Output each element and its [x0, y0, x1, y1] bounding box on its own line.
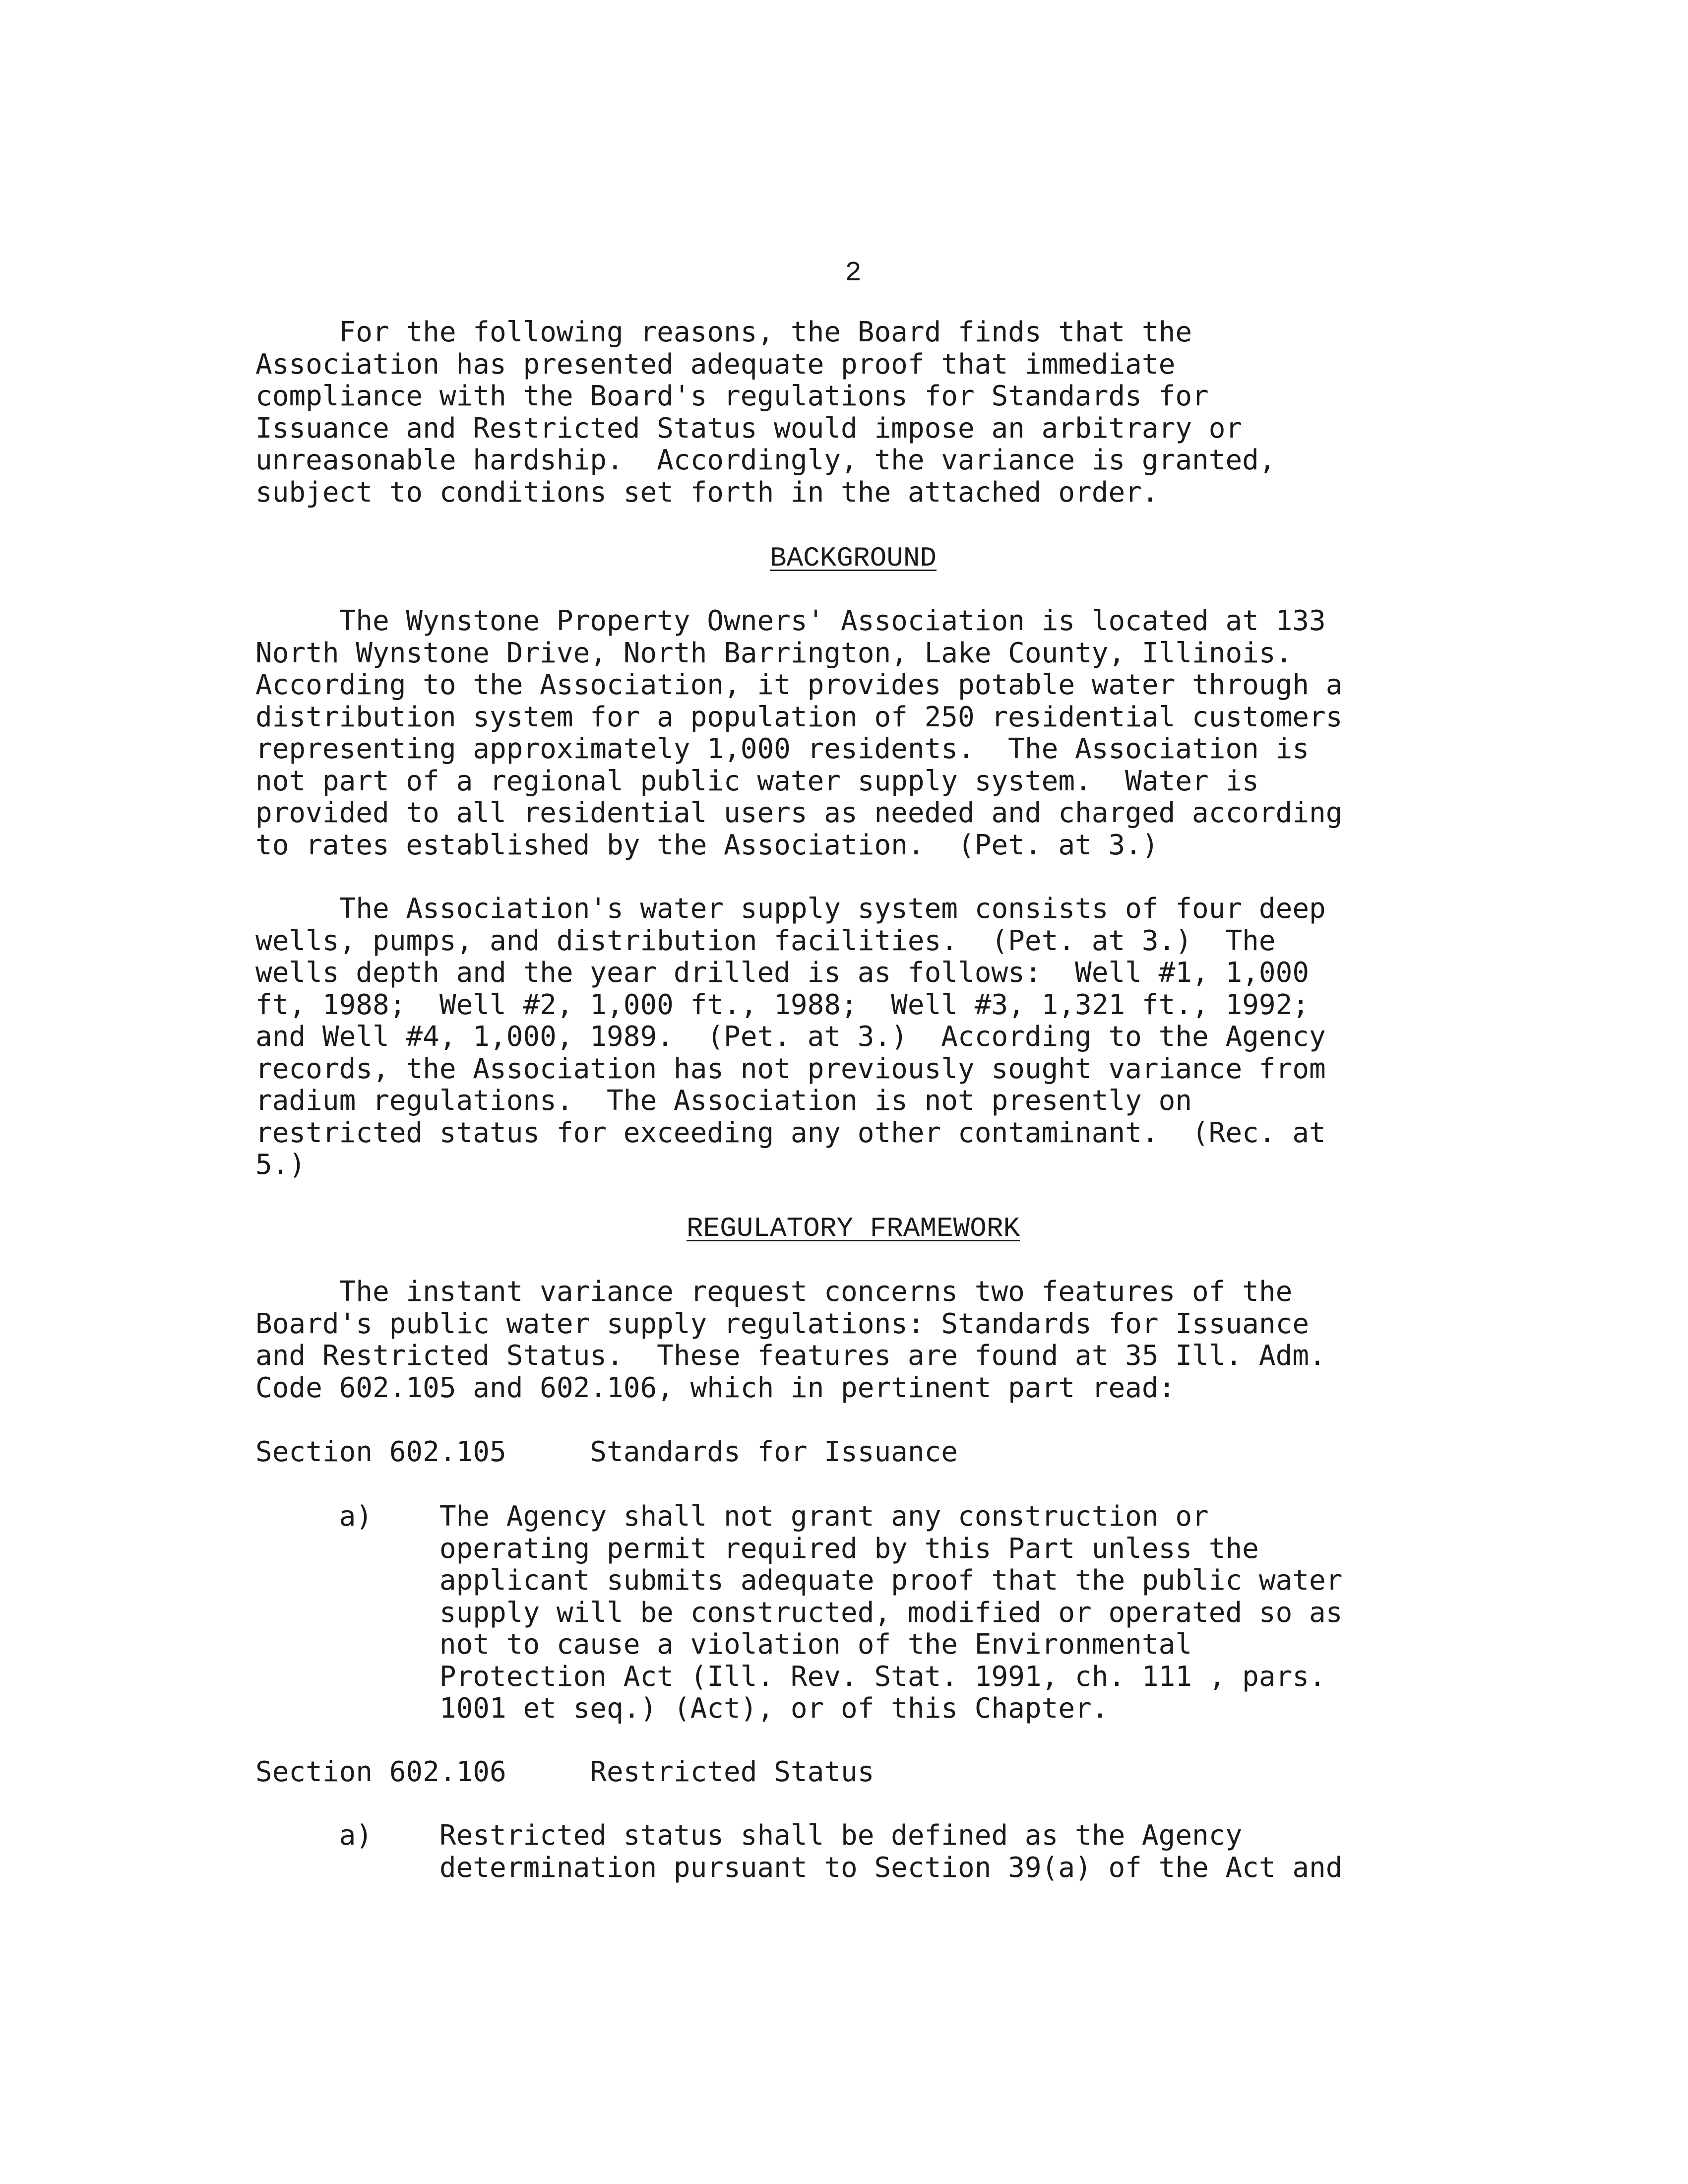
section-602-106-item-a: a) Restricted status shall be defined as the Agency determination pursuant to Section 39(a) of the Act and	[339, 1819, 1343, 1884]
section-602-105-heading: Section 602.105 Standards for Issuance	[255, 1436, 958, 1468]
regulatory-paragraph: The instant variance request concerns two features of the Board's public water supply regulations: Standards for Issuance and Restricted Status. These features are found at 35 Ill. Adm. Code 602.105 and 602.106, which in pertinent part read:	[255, 1276, 1326, 1404]
regulatory-framework-heading: REGULATORY FRAMEWORK	[686, 1213, 1020, 1244]
section-602-106-heading: Section 602.106 Restricted Status	[255, 1756, 875, 1788]
section-602-105-item-a: a) The Agency shall not grant any construction or operating permit required by this Part unless the applicant submits adequate proof that the public water supply will be constructed, modified or operated so as not to cause a violation of the Environmental Protection Act (Ill. Rev. Stat. 1991, ch. 111 , pars. 1001 et seq.) (Act), or of this Chapter.	[339, 1500, 1343, 1725]
background-heading: BACKGROUND	[769, 542, 937, 574]
page-number: 2	[845, 257, 862, 289]
background-paragraph-2: The Association's water supply system consists of four deep wells, pumps, and distribution facilities. (Pet. at 3.) The wells depth and the year drilled is as follows: Well #1, 1,000 ft, 1988; Well #2, 1,000 ft., 1988; Well #3, 1,321 ft., 1992; and Well #4, 1,000, 1989. (Pet. at 3.) According to the Agency records, the Association has not previously sought variance from radium regulations. The Association is not presently on restricted status for exceeding any other contaminant. (Rec. at 5.)	[255, 893, 1326, 1181]
background-paragraph-1: The Wynstone Property Owners' Association is located at 133 North Wynstone Drive, North Barrington, Lake County, Illinois. According to the Association, it provides potable water through a distribution system for a population of 250 residential customers representing approximately 1,000 residents. The Association is not part of a regional public water supply system. Water is provided to all residential users as needed and charged according to rates established by the Association. (Pet. at 3.)	[255, 605, 1343, 861]
intro-paragraph: For the following reasons, the Board finds that the Association has presented adequate proof that immediate compliance with the Board's regulations for Standards for Issuance and Restricted Status would impose an arbitrary or unreasonable hardship. Accordingly, the variance is granted, subject to conditions set forth in the attached order.	[255, 316, 1276, 509]
